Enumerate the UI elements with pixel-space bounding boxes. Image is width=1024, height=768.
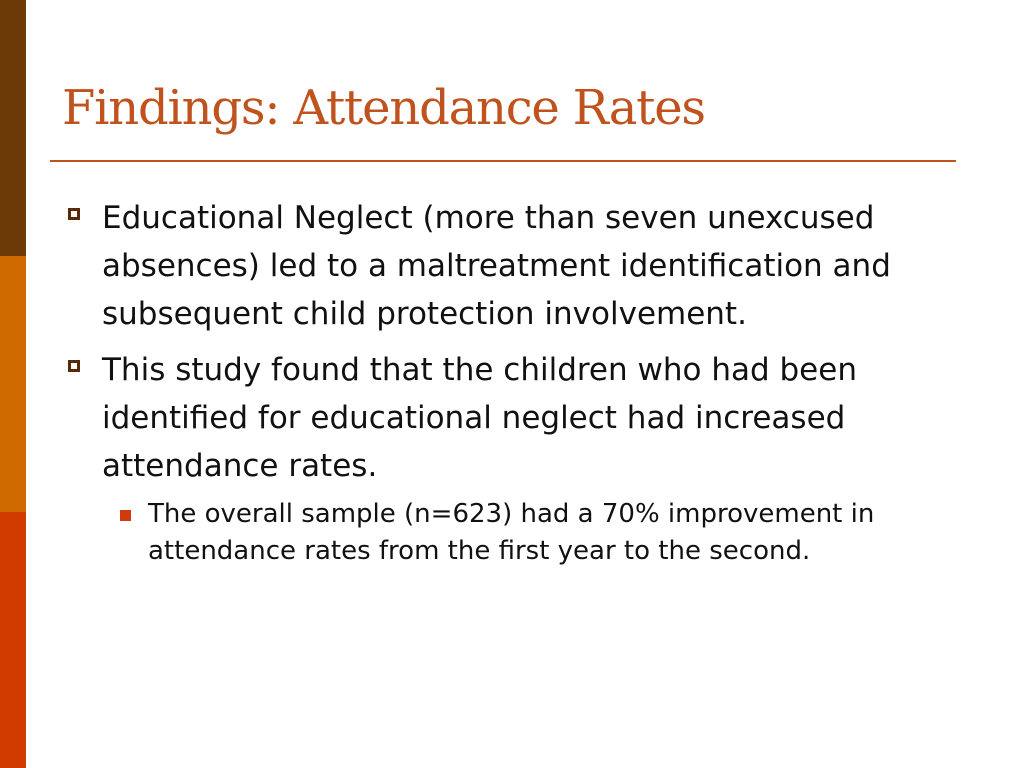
bullet-item	[62, 346, 962, 570]
side-bar-segment-middle	[0, 256, 26, 512]
sub-bullet-text: The overall sample (n=623) had a 70% improvement in attendance rates from the first year to the second.	[148, 499, 875, 566]
bullet-item	[62, 194, 962, 338]
title-underline	[50, 160, 956, 162]
hollow-square-icon	[68, 360, 80, 372]
bullet-text: This study found that the children who had been identified for educational neglect had increased attendance rates.	[102, 352, 857, 484]
slide-title: Findings: Attendance Rates	[62, 80, 705, 136]
side-bar-segment-bottom	[0, 512, 26, 768]
sub-bullet-list	[102, 496, 962, 570]
bullet-list	[62, 194, 962, 578]
filled-square-icon	[120, 510, 131, 521]
bullet-text: Educational Neglect (more than seven unexcused absences) led to a maltreatment identification and subsequent child protection involvement.	[102, 200, 891, 332]
sub-bullet-item	[102, 496, 962, 570]
hollow-square-icon	[68, 208, 80, 220]
side-bar-segment-top	[0, 0, 26, 256]
